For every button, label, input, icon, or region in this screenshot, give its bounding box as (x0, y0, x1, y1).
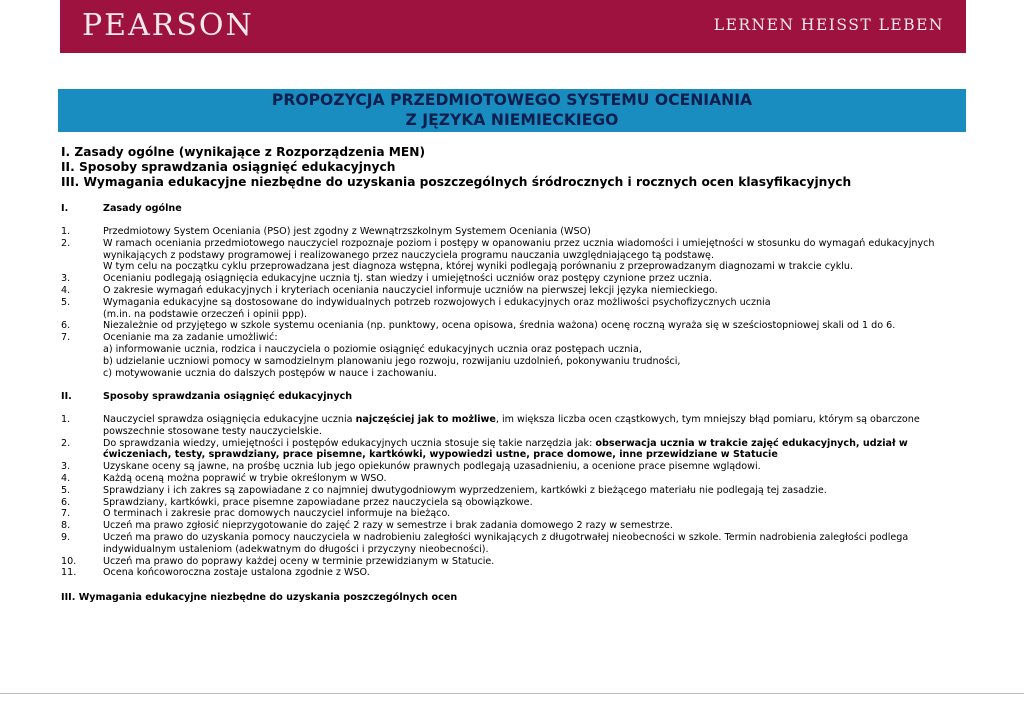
table-of-contents (61, 145, 851, 190)
item-text (103, 438, 961, 462)
item-number: 5. (61, 296, 71, 308)
item-number: 3. (61, 273, 71, 285)
item-number: 3. (61, 461, 71, 473)
list-item (61, 320, 961, 332)
item-text (103, 414, 961, 438)
list-item (61, 273, 961, 285)
toc-item: I. Zasady ogólne (wynikające z Rozporządzenia MEN) (61, 145, 426, 159)
page-bottom-divider (0, 693, 1024, 694)
list-item (61, 532, 961, 556)
item-number: 8. (61, 520, 71, 532)
item-text (103, 332, 961, 379)
item-number: 6. (61, 320, 71, 332)
item-text-bold: najczęściej jak to możliwe (355, 414, 496, 425)
section-title: Sposoby sprawdzania osiągnięć edukacyjnych (103, 391, 353, 402)
item-text (103, 532, 961, 556)
item-line: Uczeń ma prawo do poprawy każdej oceny w terminie przewidzianym w Statucie. (103, 555, 495, 567)
document-title (58, 89, 966, 132)
section-1-heading (61, 203, 182, 214)
item-number: 1. (61, 414, 71, 425)
item-line: b) udzielanie uczniowi pomocy w samodzielnym planowaniu jego rozwoju, rozwijaniu uzdolnień, pokonywaniu trudności, (103, 355, 681, 367)
item-number: 9. (61, 531, 71, 543)
list-item (61, 497, 961, 509)
item-line: Uzyskane oceny są jawne, na prośbę ucznia lub jego opiekunów prawnych podlegają uzasadnieniu, a ocenione prace pisemne wglądowi. (103, 461, 761, 473)
item-line: Ocenianiu podlegają osiągnięcia edukacyjne ucznia tj. stan wiedzy i umiejętności uczniów oraz postępy czynione przez ucznia. (103, 273, 712, 285)
list-item (61, 414, 961, 438)
toc-item: III. Wymagania edukacyjne niezbędne do uzyskania poszczególnych śródrocznych i rocznych ocen klasyfikacyjnych (61, 175, 852, 189)
list-item (61, 520, 961, 532)
toc-item: II. Sposoby sprawdzania osiągnięć edukacyjnych (61, 160, 396, 174)
list-item (61, 332, 961, 379)
section-2-list (61, 414, 961, 579)
header-banner (60, 0, 966, 53)
item-text (103, 273, 961, 285)
section-title: III. Wymagania edukacyjne niezbędne do uzyskania poszczególnych ocen (61, 592, 458, 603)
list-item (61, 485, 961, 497)
list-item (61, 461, 961, 473)
item-text-pre: Do sprawdzania wiedzy, umiejętności i postępów edukacyjnych ucznia stosuje się takie narzędzia jak: (103, 437, 596, 449)
item-line: Ocenianie ma za zadanie umożliwić: (103, 332, 278, 344)
section-1-list (61, 226, 961, 379)
item-line: O zakresie wymagań edukacyjnych i kryteriach oceniania nauczyciel informuje uczniów na pierwszej lekcji języka niemieckiego. (103, 284, 718, 296)
item-line: W tym celu na początku cyklu przeprowadzana jest diagnoza wstępna, której wyniki podlegają porównaniu z przeprowadzanym diagnozami w trakcie cyklu. (103, 261, 854, 273)
title-line-1: PROPOZYCJA PRZEDMIOTOWEGO SYSTEMU OCENIANIA (271, 91, 753, 109)
header-slogan: LERNEN HEISST LEBEN (713, 16, 944, 34)
item-number: 7. (61, 332, 71, 344)
item-line: Wymagania edukacyjne są dostosowane do indywidualnych potrzeb rozwojowych i edukacyjnych oraz możliwości psychofizycznych ucznia (103, 296, 771, 308)
item-text-bold: obserwacja ucznia w trakcie zajęć edukacyjnych, udział w ćwiczeniach, testy, sprawdziany, prace pisemne, kartkówki, wypowiedzi ustne, prace domowe, inne przewidziane w Statucie (103, 437, 908, 461)
section-number: II. (61, 391, 72, 402)
list-item (61, 238, 961, 273)
item-text (103, 567, 961, 579)
item-text (103, 320, 961, 332)
pearson-logo: PEARSON (82, 8, 254, 43)
section-3-heading (61, 592, 457, 603)
item-text (103, 497, 961, 509)
item-number: 2. (61, 237, 71, 249)
item-text (103, 285, 961, 297)
item-line: Niezależnie od przyjętego w szkole systemu oceniania (np. punktowy, ocena opisowa, średnia ważona) ocenę roczną wyraża się w sześciostopniowej skali od 1 do 6. (103, 320, 896, 332)
item-text (103, 226, 961, 238)
list-item (61, 297, 961, 321)
list-item (61, 226, 961, 238)
item-text (103, 520, 961, 532)
item-line: Sprawdziany i ich zakres są zapowiadane z co najmniej dwutygodniowym wyprzedzeniem, kartkówki z bieżącego materiału nie podlegają tej zasadzie. (103, 484, 827, 496)
item-line: Uczeń ma prawo zgłosić nieprzygotowanie do zajęć 2 razy w semestrze i brak zadania domowego 2 razy w semestrze. (103, 520, 673, 532)
item-line: Przedmiotowy System Oceniania (PSO) jest zgodny z Wewnątrzszkolnym Systemem Oceniania (WSO) (103, 226, 591, 237)
item-line: Sprawdziany, kartkówki, prace pisemne zapowiadane przez nauczyciela są obowiązkowe. (103, 496, 533, 508)
item-text (103, 461, 961, 473)
section-2-heading (61, 391, 352, 402)
item-line: Uczeń ma prawo do uzyskania pomocy nauczyciela w nadrobieniu zaległości wynikających z długotrwałej nieobecności w szkole. Termin nadrobienia zaległości podlega indywidualnym ustaleniom (adekwatnym do długości i przyczyny nieobecności). (103, 531, 909, 555)
section-number: I. (61, 203, 69, 214)
item-line: Ocena końcoworoczna zostaje ustalona zgodnie z WSO. (103, 567, 370, 579)
item-line: a) informowanie ucznia, rodzica i nauczyciela o poziomie osiągnięć edukacyjnych ucznia oraz postępach ucznia, (103, 343, 642, 355)
item-line: O terminach i zakresie prac domowych nauczyciel informuje na bieżąco. (103, 508, 451, 520)
section-title: Zasady ogólne (103, 203, 182, 214)
item-text (103, 297, 961, 321)
item-number: 7. (61, 508, 71, 520)
list-item (61, 567, 961, 579)
item-number: 5. (61, 484, 71, 496)
item-text (103, 508, 961, 520)
item-number: 1. (61, 226, 71, 237)
item-text (103, 556, 961, 568)
item-number: 4. (61, 284, 71, 296)
title-line-2: Z JĘZYKA NIEMIECKIEGO (405, 111, 619, 129)
item-line: c) motywowanie ucznia do dalszych postępów w nauce i zachowaniu. (103, 367, 437, 379)
list-item (61, 438, 961, 462)
item-number: 6. (61, 496, 71, 508)
list-item (61, 556, 961, 568)
item-text-post: , im większa liczba ocen cząstkowych, tym mniejszy błąd pomiaru, którym są obarczone powszechnie stosowane testy nauczycielskie. (103, 414, 920, 437)
item-number: 2. (61, 437, 71, 449)
item-number: 10. (61, 555, 77, 567)
item-text (103, 238, 961, 273)
list-item (61, 473, 961, 485)
item-number: 4. (61, 472, 71, 484)
item-line: W ramach oceniania przedmiotowego nauczyciel rozpoznaje poziom i postępy w opanowaniu przez ucznia wiadomości i umiejętności w stosunku do wymagań edukacyjnych wynikających z podstawy programowej i realizowanego przez nauczyciela programu nauczania uwzględniającego tą podstawę. (103, 237, 935, 261)
list-item (61, 508, 961, 520)
list-item (61, 285, 961, 297)
item-text-pre: Nauczyciel sprawdza osiągnięcia edukacyjne ucznia (103, 414, 356, 425)
item-line: Każdą oceną można poprawić w trybie określonym w WSO. (103, 472, 387, 484)
item-number: 11. (61, 567, 77, 579)
item-text (103, 473, 961, 485)
item-text (103, 485, 961, 497)
item-line: (m.in. na podstawie orzeczeń i opinii ppp). (103, 308, 308, 320)
